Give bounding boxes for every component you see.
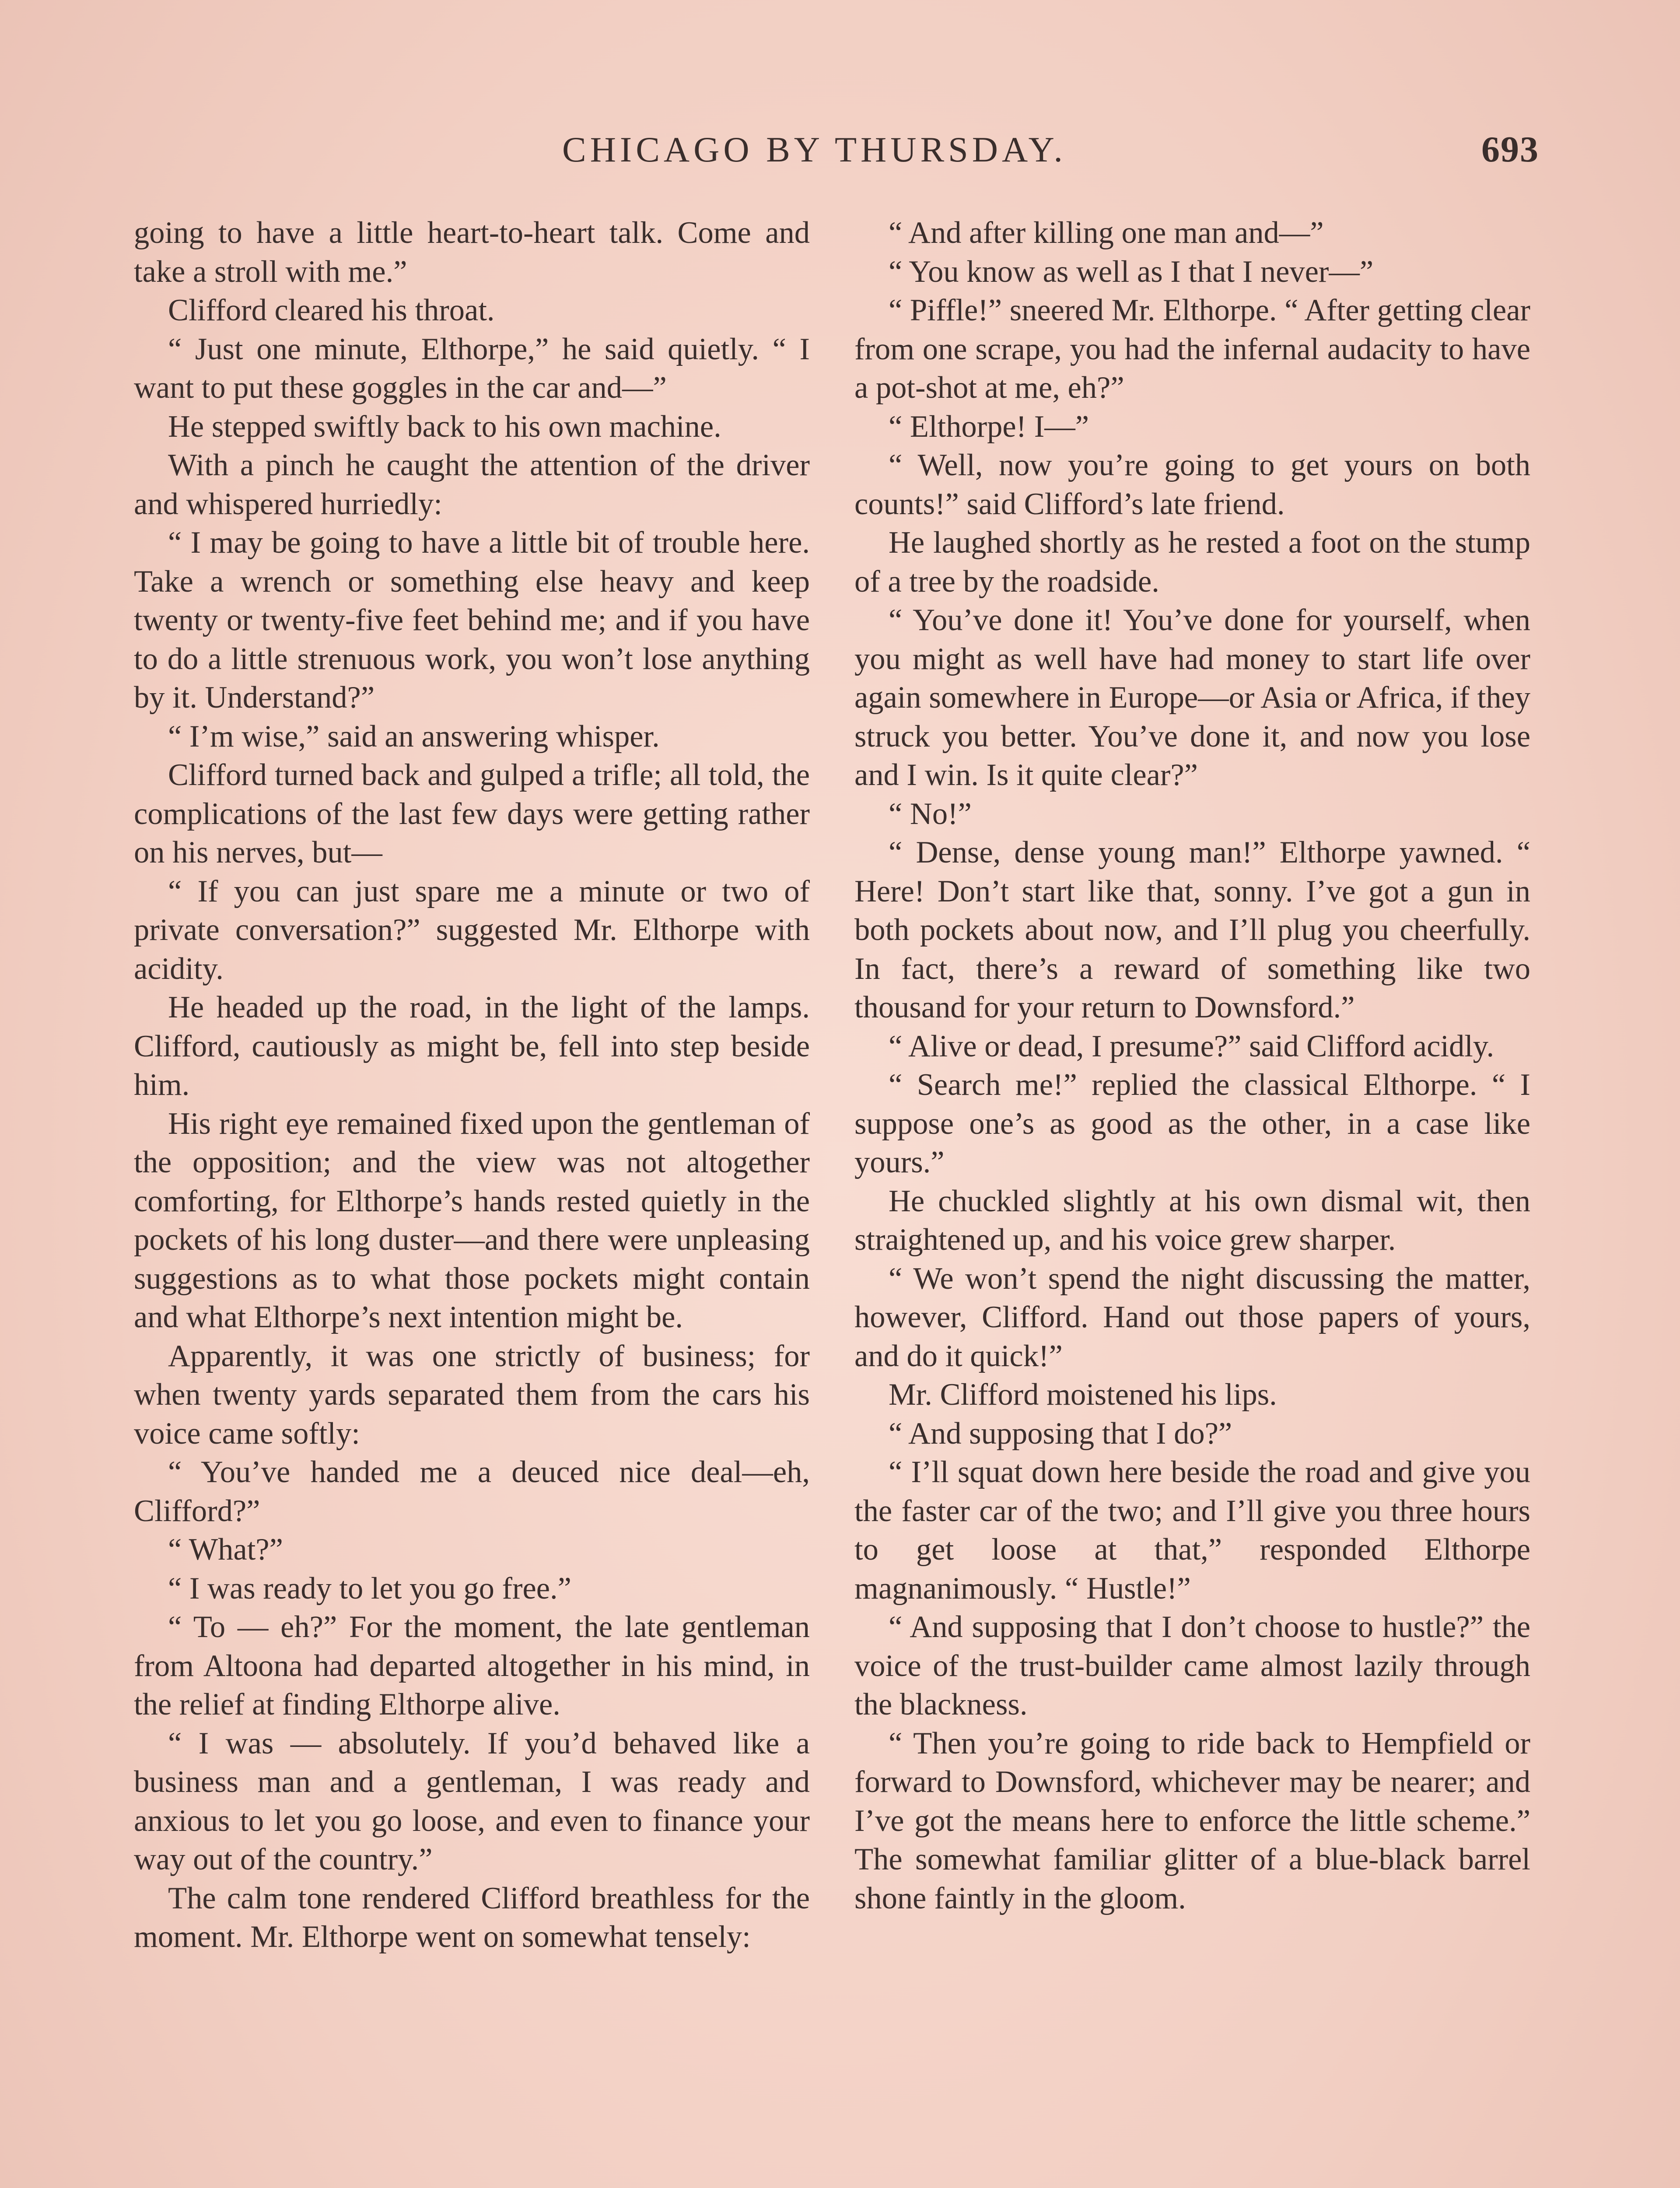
- paragraph: With a pinch he caught the attention of the driver and whispered hurriedly:: [134, 448, 810, 521]
- paragraph: “ I’ll squat down here beside the road and give you the faster car of the two; and I’ll give you three hours to get loose at that,” responded Elthorpe magnanimously. “ Hustle!”: [854, 1455, 1530, 1606]
- running-head: [0, 129, 1680, 177]
- paragraph: Clifford turned back and gulped a trifle; all told, the complications of the last few days were getting rather on his nerves, but—: [134, 758, 810, 870]
- paragraph: “ Then you’re going to ride back to Hempfield or forward to Downsford, whichever may be nearer; and I’ve got the means here to enforce the little scheme.” The somewhat familiar glitter of a blue-black barrel shone faintly in the gloom.: [854, 1726, 1530, 1915]
- paragraph: “ Just one minute, Elthorpe,” he said quietly. “ I want to put these goggles in the car and—”: [134, 332, 810, 405]
- page-number: 693: [1481, 129, 1539, 170]
- paragraph: “ And supposing that I don’t choose to hustle?” the voice of the trust-builder came almost lazily through the blackness.: [854, 1610, 1530, 1722]
- paragraph: “ Piffle!” sneered Mr. Elthorpe. “ After getting clear from one scrape, you had the infernal audacity to have a pot-shot at me, eh?”: [854, 293, 1530, 405]
- paragraph: “ Elthorpe! I—”: [889, 409, 1089, 444]
- paragraph: “ You know as well as I that I never—”: [889, 254, 1374, 289]
- paragraph: “ Well, now you’re going to get yours on both counts!” said Clifford’s late friend.: [854, 448, 1530, 521]
- paragraph: He stepped swiftly back to his own machine.: [168, 409, 721, 444]
- paragraph: The calm tone rendered Clifford breathless for the moment. Mr. Elthorpe went on somewhat tensely:: [134, 1881, 810, 1954]
- right-text-column: [854, 214, 1530, 2188]
- paragraph: He chuckled slightly at his own dismal wit, then straightened up, and his voice grew sharper.: [854, 1184, 1530, 1257]
- paragraph: “ Dense, dense young man!” Elthorpe yawned. “ Here! Don’t start like that, sonny. I’ve got a gun in both pockets about now, and I’ll plug you cheerfully. In fact, there’s a reward of something like two thousand for your return to Downsford.”: [854, 835, 1530, 1024]
- paragraph: Mr. Clifford moistened his lips.: [889, 1378, 1277, 1412]
- paragraph: “ We won’t spend the night discussing the matter, however, Clifford. Hand out those papers of yours, and do it quick!”: [854, 1261, 1530, 1373]
- paragraph: “ And after killing one man and—”: [889, 216, 1324, 250]
- running-title: CHICAGO BY THURSDAY.: [562, 130, 1067, 169]
- paragraph: “ I was — absolutely. If you’d behaved like a business man and a gentleman, I was ready and anxious to let you go loose, and even to finance your way out of the country.”: [134, 1726, 810, 1876]
- paragraph: “ No!”: [889, 796, 972, 831]
- left-text-column: [134, 214, 810, 2188]
- paragraph: “ You’ve handed me a deuced nice deal—eh, Clifford?”: [134, 1455, 810, 1528]
- paragraph: He headed up the road, in the light of the lamps. Clifford, cautiously as might be, fell into step beside him.: [134, 990, 810, 1102]
- paragraph: “ Search me!” replied the classical Elthorpe. “ I suppose one’s as good as the other, in a case like yours.”: [854, 1068, 1530, 1179]
- paragraph: Apparently, it was one strictly of business; for when twenty yards separated them from the cars his voice came softly:: [134, 1339, 810, 1451]
- paragraph: “ I’m wise,” said an answering whisper.: [168, 719, 660, 754]
- paragraph: “ And supposing that I do?”: [889, 1416, 1232, 1451]
- paragraph: Clifford cleared his throat.: [168, 293, 495, 327]
- paragraph: “ Alive or dead, I presume?” said Clifford acidly.: [889, 1029, 1494, 1063]
- paragraph: “ You’ve done it! You’ve done for yourself, when you might as well have had money to start life over again somewhere in Europe—or Asia or Africa, if they struck you better. You’ve done it, and now you lose and I win. Is it quite clear?”: [854, 603, 1530, 792]
- paragraph: “ To — eh?” For the moment, the late gentleman from Altoona had departed altogether in his mind, in the relief at finding Elthorpe alive.: [134, 1610, 810, 1722]
- paragraph: going to have a little heart-to-heart talk. Come and take a stroll with me.”: [134, 216, 810, 289]
- paragraph: “ What?”: [168, 1532, 283, 1567]
- paragraph: “ I was ready to let you go free.”: [168, 1571, 571, 1606]
- paragraph: “ I may be going to have a little bit of trouble here. Take a wrench or something else heavy and keep twenty or twenty-five feet behind me; and if you have to do a little strenuous work, you won’t lose anything by it. Understand?”: [134, 526, 810, 715]
- paragraph: “ If you can just spare me a minute or two of private conversation?” suggested Mr. Elthorpe with acidity.: [134, 874, 810, 986]
- paragraph: His right eye remained fixed upon the gentleman of the opposition; and the view was not altogether comforting, for Elthorpe’s hands rested quietly in the pockets of his long duster—and there were unpleasing suggestions as to what those pockets might contain and what Elthorpe’s next intention might be.: [134, 1106, 810, 1334]
- paragraph: He laughed shortly as he rested a foot on the stump of a tree by the roadside.: [854, 526, 1530, 599]
